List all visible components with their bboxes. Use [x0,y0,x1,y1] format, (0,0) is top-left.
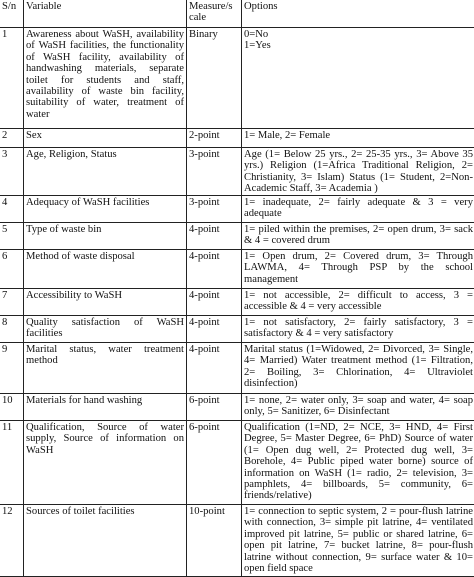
table-row [0,196,474,223]
row-sn: 5 [0,223,24,250]
row-options: 1= not satisfactory, 2= fairly satisfactory, 3 = satisfactory & 4 = very satisfactory [242,316,474,343]
row-sn: 6 [0,250,24,289]
row-scale: 4-point [187,250,242,289]
row-scale: Binary [187,28,242,129]
header-row [0,0,474,28]
row-options [242,28,474,129]
option-line: 0=No [244,29,473,40]
row-options: Age (1= Below 25 yrs., 2= 25-35 yrs., 3= Above 35 yrs.) Religion (1=Africa Traditional Religion, 2= Christianity, 3= Islam) Status (1= Student, 2=Non-Academic Staff, 3= Academia ) [242,148,474,196]
row-options: 1= piled within the premises, 2= open drum, 3= sack & 4 = covered drum [242,223,474,250]
row-options: 1= Open drum, 2= Covered drum, 3= Through LAWMA, 4= Through PSP by the school management [242,250,474,289]
row-sn: 7 [0,289,24,316]
row-sn: 8 [0,316,24,343]
header-measure-scale: Measure/s cale [187,0,242,28]
row-scale: 4-point [187,289,242,316]
header-sn: S/n [0,0,24,28]
table-row [0,316,474,343]
row-scale: 4-point [187,223,242,250]
row-scale: 2-point [187,129,242,148]
row-options: 1= connection to septic system, 2 = pour-flush latrine with connection, 3= simple pit latrine, 4= ventilated improved pit latrine, 5= public or shared latrine, 6= open pit latrine, 7= bucket latrine, 8= pour-flush latrine without connection, 9= surface water & 10= open field space [242,505,474,577]
row-sn: 3 [0,148,24,196]
row-options: 1= not accessible, 2= difficult to access, 3 = accessible & 4 = very accessible [242,289,474,316]
row-scale: 3-point [187,148,242,196]
row-sn: 2 [0,129,24,148]
row-sn: 1 [0,28,24,129]
table-row [0,421,474,505]
row-variable: Sex [24,129,187,148]
option-line: 1=Yes [244,40,473,51]
row-scale: 4-point [187,316,242,343]
table-row [0,343,474,394]
header-options: Options [242,0,474,28]
row-variable: Adequacy of WaSH facilities [24,196,187,223]
row-sn: 12 [0,505,24,577]
row-sn: 10 [0,394,24,421]
row-variable: Marital status, water treatment method [24,343,187,394]
row-variable: Awareness about WaSH, availability of WaSH facilities, the functionality of WaSH facility, availability of handwashing materials, separate toilet for students and staff, availability of waste bin facility, suitability of water, treatment of water [24,28,187,129]
row-options: 1= none, 2= water only, 3= soap and water, 4= soap only, 5= Sanitizer, 6= Disinfectant [242,394,474,421]
table-row [0,129,474,148]
row-sn: 4 [0,196,24,223]
row-variable: Qualification, Source of water supply, Source of information on WaSH [24,421,187,505]
row-variable: Materials for hand washing [24,394,187,421]
row-options: 1= inadequate, 2= fairly adequate & 3 = very adequate [242,196,474,223]
row-options: Qualification (1=ND, 2= NCE, 3= HND, 4= First Degree, 5= Master Degree, 6= PhD) Source of water (1= Open dug well, 2= Protected dug well, 3= Borehole, 4= Public piped water borne) source of information on WaSH (1= radio, 2= television, 3= pamphlets, 4= billboards, 5= community, 6= friends/relative) [242,421,474,505]
row-options: 1= Male, 2= Female [242,129,474,148]
row-sn: 11 [0,421,24,505]
row-scale: 6-point [187,394,242,421]
row-scale: 3-point [187,196,242,223]
row-scale: 4-point [187,343,242,394]
row-scale: 6-point [187,421,242,505]
row-variable: Type of waste bin [24,223,187,250]
table-row [0,148,474,196]
row-variable: Method of waste disposal [24,250,187,289]
row-options: Marital status (1=Widowed, 2= Divorced, 3= Single, 4= Married) Water treatment method (1= Filtration, 2= Boiling, 3= Chlorination, 4= Ultraviolet disinfection) [242,343,474,394]
table-row [0,28,474,129]
table-row [0,394,474,421]
header-variable: Variable [24,0,187,28]
row-variable: Sources of toilet facilities [24,505,187,577]
row-sn: 9 [0,343,24,394]
row-variable: Quality satisfaction of WaSH facilities [24,316,187,343]
table-row [0,223,474,250]
row-scale: 10-point [187,505,242,577]
row-variable: Age, Religion, Status [24,148,187,196]
table-row [0,250,474,289]
table-row [0,289,474,316]
row-variable: Accessibility to WaSH [24,289,187,316]
